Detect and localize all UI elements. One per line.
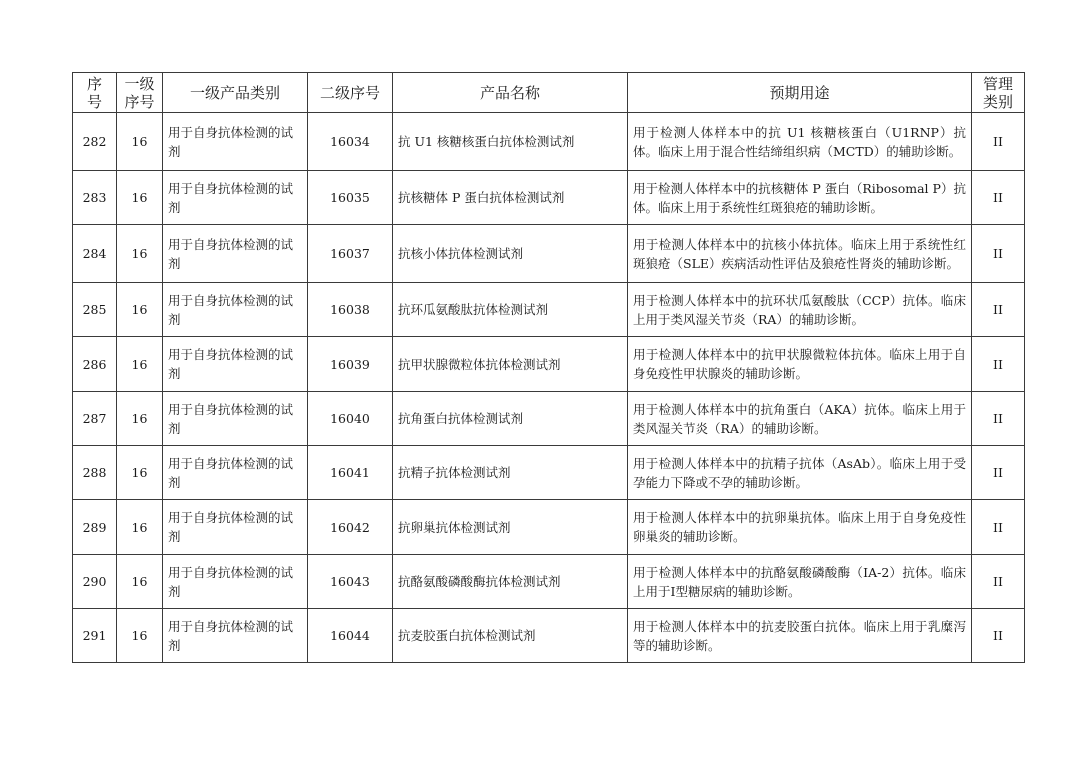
- cell-level1-category: 用于自身抗体检测的试剂: [163, 337, 308, 392]
- cell-product-name: 抗核糖体 P 蛋白抗体检测试剂: [393, 171, 628, 225]
- cell-level1-category: 用于自身抗体检测的试剂: [163, 392, 308, 446]
- cell-level2-seq: 16043: [308, 555, 393, 609]
- header-row: [73, 73, 1025, 113]
- cell-intended-use: 用于检测人体样本中的抗酪氨酸磷酸酶（IA-2）抗体。临床上用于I型糖尿病的辅助诊断。: [628, 555, 972, 609]
- cell-level2-seq: 16034: [308, 113, 393, 171]
- cell-product-name: 抗麦胶蛋白抗体检测试剂: [393, 609, 628, 663]
- cell-seq: 285: [73, 283, 117, 337]
- header-level2-seq: 二级序号: [308, 73, 393, 113]
- table-body: [73, 113, 1025, 663]
- cell-seq: 282: [73, 113, 117, 171]
- cell-level1-category: 用于自身抗体检测的试剂: [163, 609, 308, 663]
- cell-level1-seq: 16: [117, 113, 163, 171]
- cell-level1-category: 用于自身抗体检测的试剂: [163, 283, 308, 337]
- cell-product-name: 抗精子抗体检测试剂: [393, 446, 628, 500]
- header-level1-category: 一级产品类别: [163, 73, 308, 113]
- cell-intended-use: 用于检测人体样本中的抗角蛋白（AKA）抗体。临床上用于类风湿关节炎（RA）的辅助诊断。: [628, 392, 972, 446]
- table-row: [73, 113, 1025, 171]
- header-intended-use: 预期用途: [628, 73, 972, 113]
- header-mgmt-class: 管理 类别: [972, 73, 1025, 113]
- cell-level1-category: 用于自身抗体检测的试剂: [163, 500, 308, 555]
- cell-level1-seq: 16: [117, 171, 163, 225]
- cell-seq: 290: [73, 555, 117, 609]
- table-row: [73, 500, 1025, 555]
- header-product-name: 产品名称: [393, 73, 628, 113]
- table-row: [73, 225, 1025, 283]
- cell-product-name: 抗酪氨酸磷酸酶抗体检测试剂: [393, 555, 628, 609]
- cell-mgmt-class: II: [972, 446, 1025, 500]
- cell-mgmt-class: II: [972, 171, 1025, 225]
- header-seq: 序 号: [73, 73, 117, 113]
- cell-intended-use: 用于检测人体样本中的抗核小体抗体。临床上用于系统性红斑狼疮（SLE）疾病活动性评估及狼疮性肾炎的辅助诊断。: [628, 225, 972, 283]
- cell-seq: 289: [73, 500, 117, 555]
- cell-seq: 288: [73, 446, 117, 500]
- cell-product-name: 抗角蛋白抗体检测试剂: [393, 392, 628, 446]
- cell-level1-seq: 16: [117, 283, 163, 337]
- cell-product-name: 抗环瓜氨酸肽抗体检测试剂: [393, 283, 628, 337]
- cell-level2-seq: 16042: [308, 500, 393, 555]
- table-row: [73, 609, 1025, 663]
- cell-intended-use: 用于检测人体样本中的抗核糖体 P 蛋白（Ribosomal P）抗体。临床上用于系统性红斑狼疮的辅助诊断。: [628, 171, 972, 225]
- cell-intended-use: 用于检测人体样本中的抗 U1 核糖核蛋白（U1RNP）抗体。临床上用于混合性结缔组织病（MCTD）的辅助诊断。: [628, 113, 972, 171]
- table-header: [73, 73, 1025, 113]
- table-row: [73, 337, 1025, 392]
- cell-level2-seq: 16038: [308, 283, 393, 337]
- table-row: [73, 446, 1025, 500]
- table-row: [73, 392, 1025, 446]
- cell-level1-seq: 16: [117, 609, 163, 663]
- cell-seq: 286: [73, 337, 117, 392]
- cell-level1-seq: 16: [117, 225, 163, 283]
- header-level1-seq: 一级 序号: [117, 73, 163, 113]
- cell-product-name: 抗 U1 核糖核蛋白抗体检测试剂: [393, 113, 628, 171]
- cell-mgmt-class: II: [972, 337, 1025, 392]
- cell-level1-category: 用于自身抗体检测的试剂: [163, 113, 308, 171]
- cell-level1-seq: 16: [117, 555, 163, 609]
- cell-level2-seq: 16040: [308, 392, 393, 446]
- cell-level2-seq: 16041: [308, 446, 393, 500]
- cell-product-name: 抗卵巢抗体检测试剂: [393, 500, 628, 555]
- table-row: [73, 555, 1025, 609]
- cell-intended-use: 用于检测人体样本中的抗甲状腺微粒体抗体。临床上用于自身免疫性甲状腺炎的辅助诊断。: [628, 337, 972, 392]
- cell-level2-seq: 16037: [308, 225, 393, 283]
- cell-level1-category: 用于自身抗体检测的试剂: [163, 446, 308, 500]
- cell-seq: 284: [73, 225, 117, 283]
- cell-level1-seq: 16: [117, 337, 163, 392]
- cell-intended-use: 用于检测人体样本中的抗卵巢抗体。临床上用于自身免疫性卵巢炎的辅助诊断。: [628, 500, 972, 555]
- cell-mgmt-class: II: [972, 283, 1025, 337]
- cell-level1-seq: 16: [117, 392, 163, 446]
- cell-mgmt-class: II: [972, 500, 1025, 555]
- cell-level2-seq: 16039: [308, 337, 393, 392]
- cell-level2-seq: 16035: [308, 171, 393, 225]
- cell-level1-category: 用于自身抗体检测的试剂: [163, 171, 308, 225]
- cell-mgmt-class: II: [972, 113, 1025, 171]
- cell-level1-seq: 16: [117, 500, 163, 555]
- cell-product-name: 抗核小体抗体检测试剂: [393, 225, 628, 283]
- cell-mgmt-class: II: [972, 609, 1025, 663]
- cell-product-name: 抗甲状腺微粒体抗体检测试剂: [393, 337, 628, 392]
- cell-level2-seq: 16044: [308, 609, 393, 663]
- cell-seq: 283: [73, 171, 117, 225]
- cell-mgmt-class: II: [972, 392, 1025, 446]
- cell-seq: 287: [73, 392, 117, 446]
- cell-level1-category: 用于自身抗体检测的试剂: [163, 225, 308, 283]
- cell-intended-use: 用于检测人体样本中的抗环状瓜氨酸肽（CCP）抗体。临床上用于类风湿关节炎（RA）的辅助诊断。: [628, 283, 972, 337]
- cell-level1-seq: 16: [117, 446, 163, 500]
- cell-seq: 291: [73, 609, 117, 663]
- cell-level1-category: 用于自身抗体检测的试剂: [163, 555, 308, 609]
- table-row: [73, 283, 1025, 337]
- cell-intended-use: 用于检测人体样本中的抗精子抗体（AsAb）。临床上用于受孕能力下降或不孕的辅助诊断。: [628, 446, 972, 500]
- cell-mgmt-class: II: [972, 555, 1025, 609]
- table-row: [73, 171, 1025, 225]
- cell-intended-use: 用于检测人体样本中的抗麦胶蛋白抗体。临床上用于乳糜泻等的辅助诊断。: [628, 609, 972, 663]
- device-catalog-table: [72, 72, 1025, 663]
- cell-mgmt-class: II: [972, 225, 1025, 283]
